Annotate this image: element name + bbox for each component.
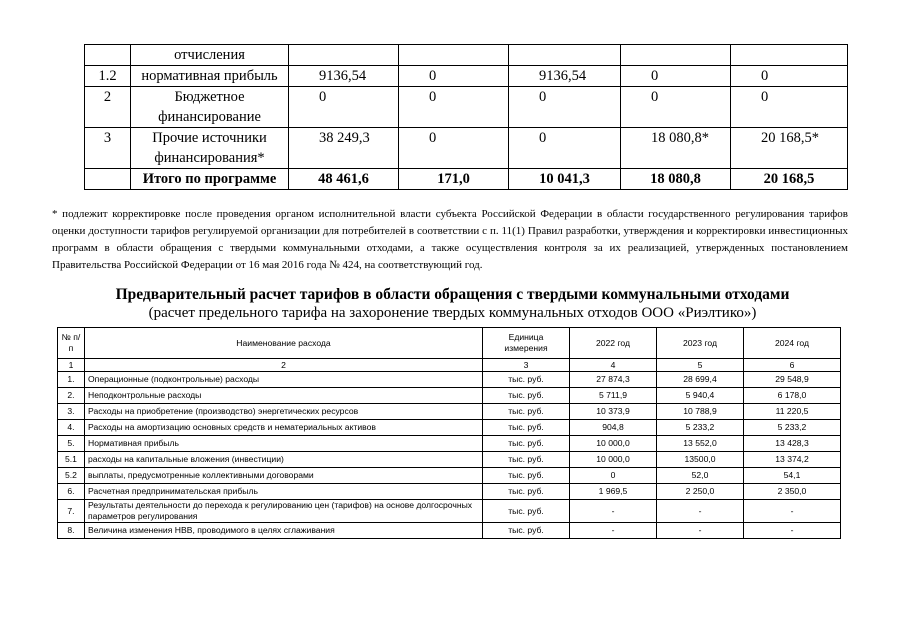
tariff-calculation-table: [57, 327, 841, 539]
tariff-row: [58, 404, 841, 420]
row-number: 7.: [58, 500, 85, 523]
expense-name: Операционные (подконтрольные) расходы: [85, 372, 483, 388]
value-2024: 5 233,2: [744, 420, 841, 436]
total-value-col-4: 18 080,8: [621, 169, 731, 190]
expense-name: Неподконтрольные расходы: [85, 388, 483, 404]
value-2023: 52,0: [657, 468, 744, 484]
value-2022: -: [570, 523, 657, 539]
value-col-5: 20 168,5*: [731, 128, 848, 169]
tariff-row: [58, 468, 841, 484]
column-index: 2: [85, 359, 483, 372]
value-col-3: [509, 45, 621, 66]
unit: тыс. руб.: [483, 436, 570, 452]
funding-sources-body: [85, 45, 848, 190]
row-number: 2: [85, 87, 131, 128]
funding-sources-table: [84, 44, 848, 190]
total-value-col-5: 20 168,5: [731, 169, 848, 190]
value-2022: 5 711,9: [570, 388, 657, 404]
header-year-3: 2024 год: [744, 328, 841, 359]
value-col-5: 0: [731, 66, 848, 87]
column-index-row: [58, 359, 841, 372]
tariff-row: [58, 388, 841, 404]
total-row-name: Итого по программе: [131, 169, 289, 190]
value-col-3: 0: [509, 87, 621, 128]
value-total: 0: [289, 87, 399, 128]
column-index: 4: [570, 359, 657, 372]
expense-name: Величина изменения НВВ, проводимого в целях сглаживания: [85, 523, 483, 539]
value-2022: 10 000,0: [570, 452, 657, 468]
unit: тыс. руб.: [483, 500, 570, 523]
header-year-1: 2022 год: [570, 328, 657, 359]
tariff-header-row: [58, 328, 841, 359]
funding-row: [85, 45, 848, 66]
value-col-2: [399, 45, 509, 66]
value-col-2: 0: [399, 128, 509, 169]
tariff-row: [58, 484, 841, 500]
value-col-2: 0: [399, 66, 509, 87]
header-year-2: 2023 год: [657, 328, 744, 359]
row-number: 1.2: [85, 66, 131, 87]
row-number: 1.: [58, 372, 85, 388]
unit: тыс. руб.: [483, 468, 570, 484]
row-name: Бюджетное финансирование: [131, 87, 289, 128]
tariff-row: [58, 523, 841, 539]
tariff-row: [58, 452, 841, 468]
total-value-col-2: 171,0: [399, 169, 509, 190]
unit: тыс. руб.: [483, 452, 570, 468]
row-number: 6.: [58, 484, 85, 500]
value-2022: 10 000,0: [570, 436, 657, 452]
expense-name: расходы на капитальные вложения (инвестиции): [85, 452, 483, 468]
row-number: [85, 45, 131, 66]
row-number: 3: [85, 128, 131, 169]
row-number: 8.: [58, 523, 85, 539]
expense-name: Расходы на амортизацию основных средств и нематериальных активов: [85, 420, 483, 436]
value-2023: 13 552,0: [657, 436, 744, 452]
tariff-row: [58, 436, 841, 452]
value-2024: 54,1: [744, 468, 841, 484]
tariff-body: [58, 372, 841, 539]
value-col-4: 0: [621, 87, 731, 128]
expense-name: Расчетная предпринимательская прибыль: [85, 484, 483, 500]
value-col-2: 0: [399, 87, 509, 128]
funding-row: [85, 128, 848, 169]
value-col-5: 0: [731, 87, 848, 128]
total-value-total: 48 461,6: [289, 169, 399, 190]
column-index: 5: [657, 359, 744, 372]
value-2024: 2 350,0: [744, 484, 841, 500]
total-value-col-3: 10 041,3: [509, 169, 621, 190]
value-2023: 10 788,9: [657, 404, 744, 420]
header-name: Наименование расхода: [85, 328, 483, 359]
value-2023: 13500,0: [657, 452, 744, 468]
unit: тыс. руб.: [483, 372, 570, 388]
tariff-row: [58, 500, 841, 523]
unit: тыс. руб.: [483, 404, 570, 420]
value-total: 9136,54: [289, 66, 399, 87]
row-number: 5.2: [58, 468, 85, 484]
value-2023: 2 250,0: [657, 484, 744, 500]
value-total: [289, 45, 399, 66]
tariff-row: [58, 372, 841, 388]
value-2023: 28 699,4: [657, 372, 744, 388]
row-number: 2.: [58, 388, 85, 404]
footnote: * подлежит корректировке после проведения органом исполнительной власти субъекта Российской Федерации в области государственного регулирования тарифов оценки доступности тарифов регулируемой организации для потребителей в соответствии с п. 11(1) Правил разработки, утверждения и корректировки инвестиционных программ в области обращения с твердыми коммунальными отходами, а также осуществления контроля за их реализацией, утвержденных постановлением Правительства Российской Федерации от 16 мая 2016 года № 424, на соответствующий год.: [52, 208, 848, 271]
value-2022: 10 373,9: [570, 404, 657, 420]
value-col-3: 9136,54: [509, 66, 621, 87]
value-2024: 29 548,9: [744, 372, 841, 388]
value-2022: 1 969,5: [570, 484, 657, 500]
row-name: нормативная прибыль: [131, 66, 289, 87]
funding-row: [85, 66, 848, 87]
column-index: 1: [58, 359, 85, 372]
value-2022: 0: [570, 468, 657, 484]
funding-row: [85, 87, 848, 128]
value-col-3: 0: [509, 128, 621, 169]
funding-total-row: [85, 169, 848, 190]
unit: тыс. руб.: [483, 523, 570, 539]
value-2023: 5 233,2: [657, 420, 744, 436]
row-number: 5.1: [58, 452, 85, 468]
value-2024: 13 428,3: [744, 436, 841, 452]
expense-name: Нормативная прибыль: [85, 436, 483, 452]
row-number: 5.: [58, 436, 85, 452]
value-2024: 6 178,0: [744, 388, 841, 404]
value-2024: 11 220,5: [744, 404, 841, 420]
value-2024: -: [744, 523, 841, 539]
row-number: 4.: [58, 420, 85, 436]
tariff-row: [58, 420, 841, 436]
value-col-4: 0: [621, 66, 731, 87]
header-no: № п/п: [58, 328, 85, 359]
value-total: 38 249,3: [289, 128, 399, 169]
value-col-5: [731, 45, 848, 66]
header-unit: Единица измерения: [483, 328, 570, 359]
value-2022: -: [570, 500, 657, 523]
expense-name: Результаты деятельности до перехода к регулированию цен (тарифов) на основе долгосрочных параметров регулирования: [85, 500, 483, 523]
value-2024: -: [744, 500, 841, 523]
column-index: 6: [744, 359, 841, 372]
value-2022: 27 874,3: [570, 372, 657, 388]
unit: тыс. руб.: [483, 484, 570, 500]
row-number: 3.: [58, 404, 85, 420]
unit: тыс. руб.: [483, 420, 570, 436]
value-col-4: [621, 45, 731, 66]
value-2023: -: [657, 500, 744, 523]
expense-name: Расходы на приобретение (производство) энергетических ресурсов: [85, 404, 483, 420]
expense-name: выплаты, предусмотренные коллективными договорами: [85, 468, 483, 484]
value-2024: 13 374,2: [744, 452, 841, 468]
section-subtitle: (расчет предельного тарифа на захоронение твердых коммунальных отходов ООО «Риэлтико»): [148, 305, 757, 321]
total-row-number: [85, 169, 131, 190]
unit: тыс. руб.: [483, 388, 570, 404]
column-index: 3: [483, 359, 570, 372]
section-title: Предварительный расчет тарифов в области обращения с твердыми коммунальными отходами: [115, 286, 790, 303]
value-2023: 5 940,4: [657, 388, 744, 404]
value-col-4: 18 080,8*: [621, 128, 731, 169]
value-2022: 904,8: [570, 420, 657, 436]
row-name: Прочие источники финансирования*: [131, 128, 289, 169]
value-2023: -: [657, 523, 744, 539]
row-name: отчисления: [131, 45, 289, 66]
